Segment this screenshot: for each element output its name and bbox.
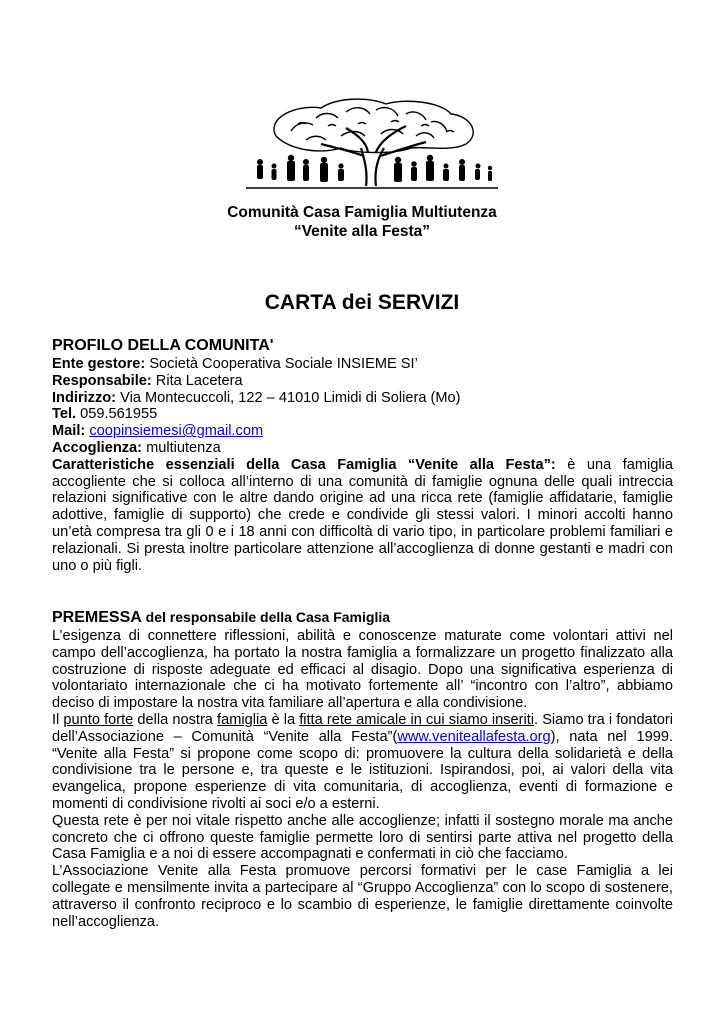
community-subtitle: “Venite alla Festa” bbox=[293, 223, 431, 240]
page-title: CARTA dei SERVIZI bbox=[264, 291, 460, 314]
tel-row bbox=[52, 406, 673, 423]
tree-logo bbox=[246, 96, 498, 196]
tel-label: Tel. bbox=[52, 406, 77, 423]
text-line: volontariato internazionale che ci ha motivato fortemente all’ “incontro con l’altro”, abbiamo bbox=[52, 678, 673, 695]
text-line: è una famiglia bbox=[555, 456, 673, 473]
association-line bbox=[52, 729, 673, 746]
text-line: condivisione tra le persone e, tra queste e le istituzioni. Ispirandosi, poi, ai valori della vita bbox=[52, 762, 673, 779]
premessa-section bbox=[52, 607, 673, 930]
text-line: L’esigenza di connettere riflessioni, abilità e conoscenze maturate come volontari attivi nel bbox=[52, 628, 673, 644]
text-line: concreto che ci offrono queste famiglie permette loro di sentirsi parte attiva nel progetto della bbox=[52, 829, 673, 846]
resp-row bbox=[52, 373, 673, 390]
address-value: Via Montecuccoli, 122 – 41010 Limidi di Soliera (Mo) bbox=[116, 389, 461, 406]
text-line: L’Associazione Venite alla Festa promuove percorsi formativi per le case Famiglia a lei bbox=[52, 863, 673, 880]
text-span: è la bbox=[267, 711, 300, 728]
text-line: Casa Famiglia e a noi di essere accompagnati e confermati in ciò che facciamo. bbox=[52, 846, 568, 863]
mail-row bbox=[52, 423, 673, 440]
ente-row bbox=[52, 356, 673, 373]
text-span: . Siamo tra i fondatori bbox=[534, 711, 673, 728]
text-span: ), nata nel 1999. bbox=[550, 728, 673, 745]
text-span: della nostra bbox=[133, 711, 218, 728]
accoglienza-row bbox=[52, 440, 673, 457]
text-span: dell’Associazione – Comunità “Venite alla Festa”( bbox=[52, 728, 398, 745]
underlined-text: punto forte bbox=[63, 711, 134, 728]
punto-forte-line bbox=[52, 712, 673, 729]
text-line: relazioni significative con le altre dando origine ad una ricca rete (famiglie affidatarie, famiglie bbox=[52, 490, 673, 507]
address-label: Indirizzo: bbox=[52, 389, 117, 406]
text-line: deciso di impostare la nostra vita familiare all’apertura e alla condivisione. bbox=[52, 695, 528, 712]
text-line: nell’accoglienza. bbox=[52, 913, 160, 930]
text-line: adottive, famiglie di supporto) che crede e condivide gli stessi valori. I minori accolti hanno bbox=[52, 507, 673, 524]
text-line: uno o più figli. bbox=[52, 557, 143, 574]
mail-label: Mail: bbox=[52, 423, 86, 440]
text-line: un’età compresa tra gli 0 e i 18 anni con difficoltà di vario tipo, in particolare problemi familiari e bbox=[52, 523, 673, 540]
text-line: evangelica, propone esperienze di vita comunitaria, di accoglienza, eventi di formazione e bbox=[52, 779, 673, 796]
text-line: attraverso il confronto reciproco e lo scambio di esperienze, le famiglie direttamente coinvolte bbox=[52, 896, 673, 913]
text-span: Il bbox=[52, 711, 64, 728]
accoglienza-value: multiutenza bbox=[142, 439, 221, 456]
profilo-heading: PROFILO DELLA COMUNITA' bbox=[52, 337, 274, 354]
ente-value: Società Cooperativa Sociale INSIEME SI’ bbox=[145, 356, 418, 372]
text-line: collegate e mensilmente invita a partecipare al “Gruppo Accoglienza” con lo scopo di sostenere, bbox=[52, 879, 673, 896]
caratteristiche-line-1 bbox=[52, 457, 673, 474]
underlined-text: famiglia bbox=[217, 711, 268, 728]
text-line: “Venite alla Festa” si propone come scopo di: promuovere la cultura della solidarietà e della bbox=[52, 745, 673, 762]
website-link[interactable]: www.veniteallafesta.org bbox=[397, 728, 551, 745]
ente-label: Ente gestore: bbox=[52, 356, 146, 372]
text-line: accogliente che si colloca all’interno di una comunità di famiglie ognuna delle quali intreccia bbox=[52, 473, 673, 490]
premessa-title: PREMESSA bbox=[52, 609, 142, 626]
tel-value: 059.561955 bbox=[76, 406, 158, 423]
text-line: Questa rete è per noi vitale rispetto anche alle accoglienze; infatti il sostegno morale ma anche bbox=[52, 812, 673, 829]
underlined-text: fitta rete amicale in cui siamo inseriti bbox=[299, 711, 535, 728]
caratteristiche-label: Caratteristiche essenziali della Casa Famiglia “Venite alla Festa”: bbox=[52, 456, 556, 473]
resp-value: Rita Lacetera bbox=[151, 372, 243, 389]
text-line: momenti di condivisione rivolti ai soci e/o a esterni. bbox=[52, 795, 380, 812]
community-name: Comunità Casa Famiglia Multiutenza bbox=[227, 204, 497, 221]
text-line: campo dell’accoglienza, ha portato la nostra famiglia a formalizzare un progetto finalizzato alla bbox=[52, 644, 673, 661]
profilo-section bbox=[52, 336, 673, 574]
premessa-subtitle: del responsabile della Casa Famiglia bbox=[141, 609, 391, 625]
mail-link[interactable]: coopinsiemesi@gmail.com bbox=[89, 423, 264, 440]
text-line: costruzione di risposte adeguate ed efficaci al disagio. Dopo una significativa esperienza di bbox=[52, 661, 673, 678]
resp-label: Responsabile: bbox=[52, 372, 152, 389]
accoglienza-label: Accoglienza: bbox=[52, 439, 143, 456]
text-line: relazionali. Si presta inoltre particolare attenzione all’accoglienza di donne gestanti e madri con bbox=[52, 540, 673, 557]
premessa-heading bbox=[52, 607, 673, 628]
address-row bbox=[52, 390, 673, 407]
